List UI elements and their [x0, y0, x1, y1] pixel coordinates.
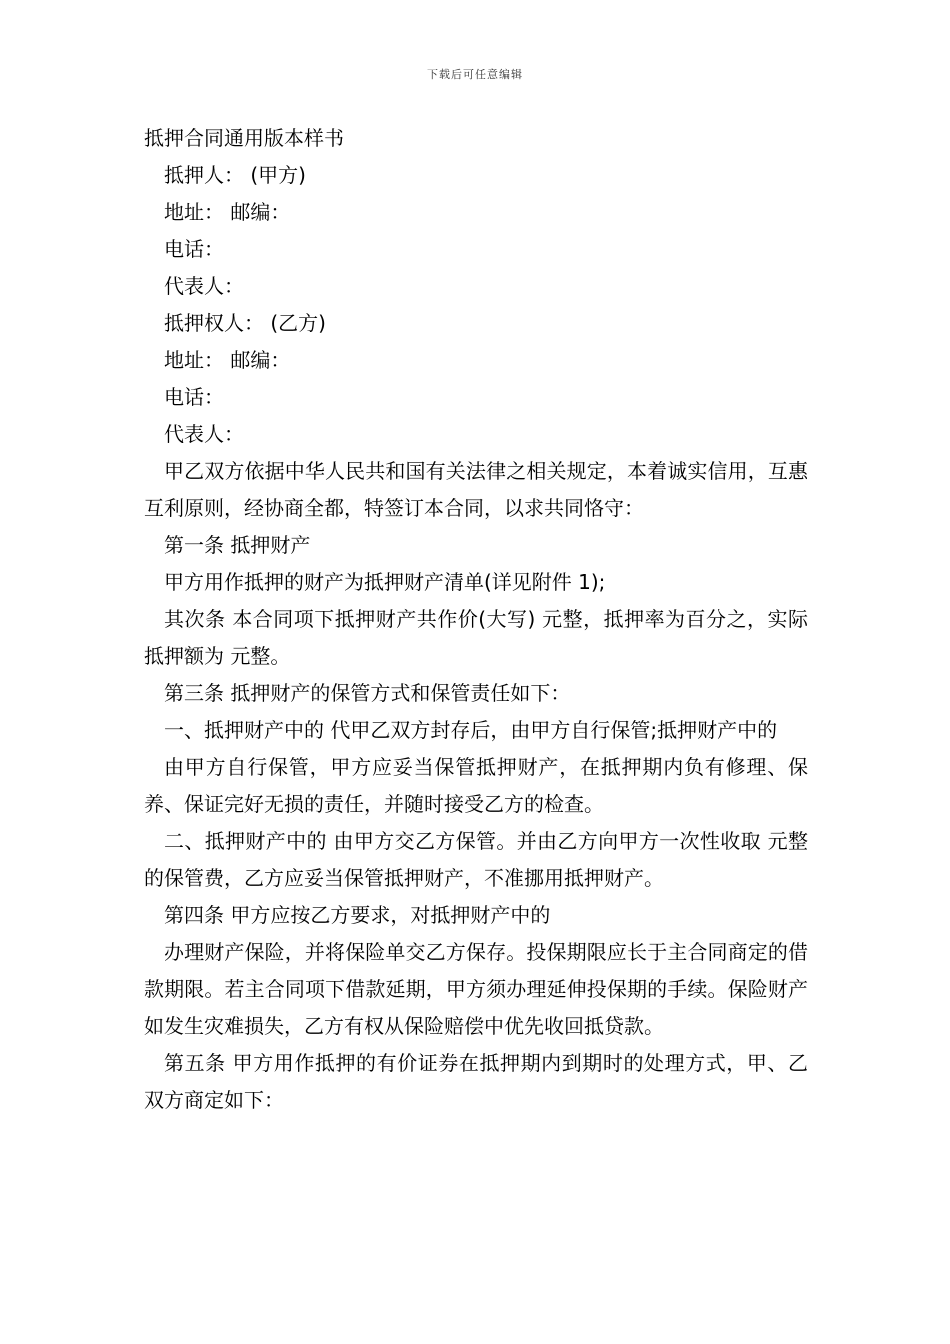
page-header-note: 下载后可任意编辑 [427, 68, 523, 81]
contract-body [144, 120, 808, 1119]
article-4-text: 办理财产保险，并将保险单交乙方保存。投保期限应长于主合同商定的借款期限。若主合同项下借款延期，甲方须办理延伸投保期的手续。保险财产如发生灾难损失，乙方有权从保险赔偿中优先收回抵贷款。 [144, 940, 808, 1038]
preamble-paragraph: 甲乙双方依据中华人民共和国有关法律之相关规定，本着诚实信用，互惠互利原则，经协商全都，特签订本合同，以求共同恪守： [144, 459, 808, 520]
party-b-role: 抵押权人： (乙方) [164, 311, 326, 335]
article-4-heading: 第四条 甲方应按乙方要求，对抵押财产中的 [164, 903, 551, 927]
article-1-text: 甲方用作抵押的财产为抵押财产清单(详见附件 1); [164, 570, 606, 594]
article-3-heading: 第三条 抵押财产的保管方式和保管责任如下： [164, 681, 571, 705]
party-b-block [144, 305, 808, 453]
party-a-address: 地址： 邮编： [164, 200, 291, 224]
article-2-text: 其次条 本合同项下抵押财产共作价(大写) 元整，抵押率为百分之，实际抵押额为 元整。 [144, 607, 808, 668]
party-b-representative: 代表人： [164, 422, 244, 446]
article-3-item-1a: 一、抵押财产中的 代甲乙双方封存后，由甲方自行保管;抵押财产中的 [164, 718, 778, 742]
party-a-representative: 代表人： [164, 274, 244, 298]
article-3-item-2: 二、抵押财产中的 由甲方交乙方保管。并由乙方向甲方一次性收取 元整的保管费，乙方应妥当保管抵押财产，不准挪用抵押财产。 [144, 829, 808, 890]
article-5-text: 第五条 甲方用作抵押的有价证券在抵押期内到期时的处理方式，甲、乙双方商定如下： [144, 1051, 808, 1112]
party-b-phone: 电话： [164, 385, 224, 409]
party-a-phone: 电话： [164, 237, 224, 261]
document-title: 抵押合同通用版本样书 [144, 126, 344, 150]
party-b-address: 地址： 邮编： [164, 348, 291, 372]
party-a-block [144, 157, 808, 305]
article-3-item-1b: 由甲方自行保管，甲方应妥当保管抵押财产，在抵押期内负有修理、保养、保证完好无损的责任，并随时接受乙方的检查。 [144, 755, 808, 816]
party-a-role: 抵押人： (甲方) [164, 163, 306, 187]
article-1-heading: 第一条 抵押财产 [164, 533, 311, 557]
